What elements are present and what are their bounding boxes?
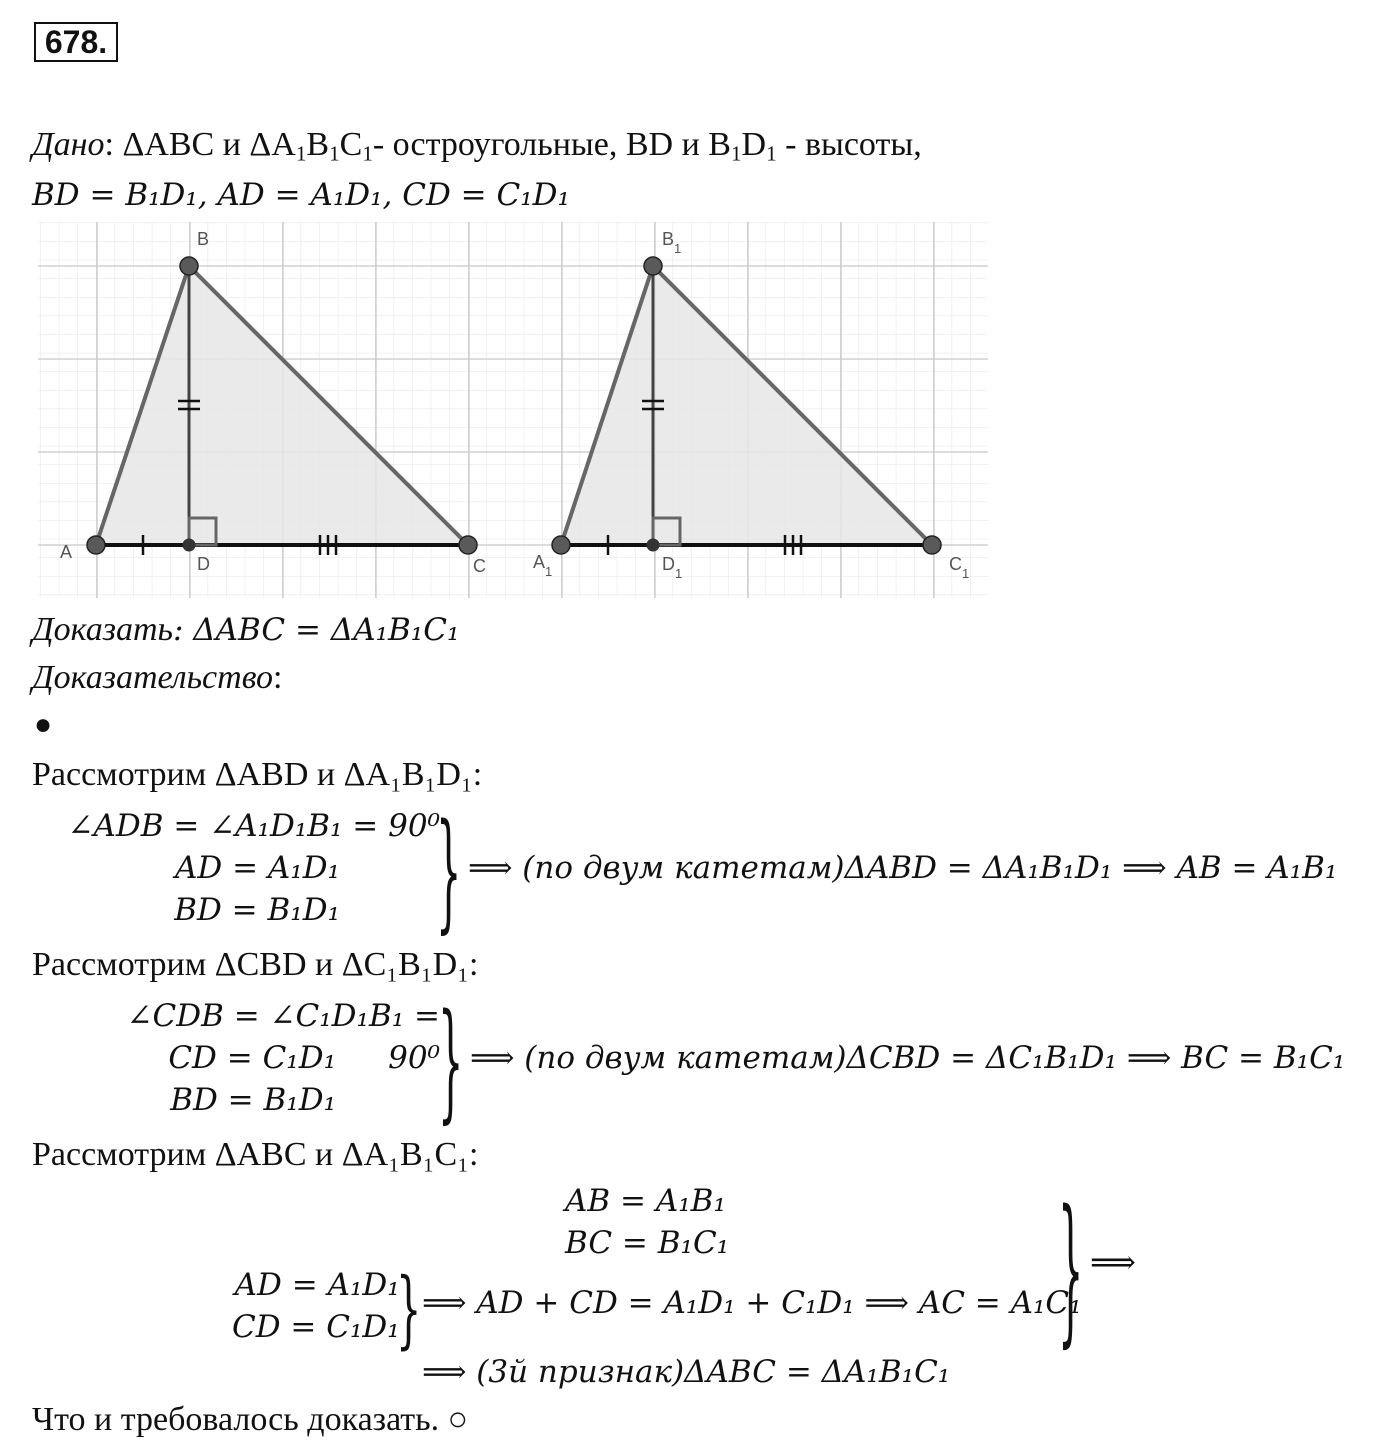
step2-line-1: ∠CDB = ∠C₁D₁B₁ = 90⁰ <box>126 998 440 1076</box>
given-line-2: BD = B₁D₁, AD = A₁D₁, CD = C₁D₁ <box>32 177 570 213</box>
step2-intro: Рассмотрим ΔCBD и ΔC₁B₁D₁: <box>32 946 479 983</box>
step1-line-1: ∠ADB = ∠A₁D₁B₁ = 90⁰ <box>67 808 440 844</box>
step3-big-brace: } <box>1058 1180 1084 1364</box>
step3-sum-line: ⟹ AD + CD = A₁D₁ + C₁D₁ ⟹ AC = A₁C₁ <box>422 1285 1082 1321</box>
step3-right-arrow: ⟹ <box>1090 1244 1136 1280</box>
given-text-3: - высоты, <box>776 126 922 163</box>
step2-brace: } <box>438 990 464 1138</box>
step1-brace: } <box>436 800 462 948</box>
label-b1: $B_1$ <box>662 229 682 256</box>
step2-line-2: CD = C₁D₁ <box>168 1040 336 1076</box>
step1-system <box>60 805 440 931</box>
label-b: B <box>197 229 210 249</box>
label-a: A <box>60 542 73 562</box>
step3-sub-line-1: AD = A₁D₁ <box>234 1267 400 1303</box>
step2-line-3: BD = B₁D₁ <box>170 1082 336 1118</box>
problem-number: 678. <box>34 22 118 62</box>
step3-small-brace: } <box>396 1262 422 1359</box>
step1-intro: Рассмотрим ΔABD и ΔA₁B₁D₁: <box>32 756 483 793</box>
given-line-1: Дано: ΔABC и $\Delta A_1B_1C_1-$ остроугольные, BD и $B_1D_1$ - высоты, <box>32 126 922 166</box>
prove-line <box>32 610 459 650</box>
step3-top-line-2: BC = B₁C₁ <box>565 1225 730 1261</box>
prove-statement: : ΔABC = ΔA₁B₁C₁ <box>172 612 460 648</box>
label-d: D <box>197 554 210 574</box>
step3-final: ⟹ (3й признак)ΔABC = ΔA₁B₁C₁ <box>422 1354 951 1390</box>
given-text-2: - остроугольные, BD и B <box>372 126 731 163</box>
prove-label: Доказать <box>32 611 173 648</box>
step1-line-2: AD = A₁D₁ <box>174 850 340 886</box>
step3-top-lines <box>565 1180 729 1264</box>
proof-label: Доказательство <box>32 659 274 696</box>
given-label: Дано <box>32 126 105 163</box>
label-a1: $A_1$ <box>533 552 553 579</box>
step2-system <box>66 995 440 1121</box>
label-c: C <box>473 556 486 576</box>
qed-line: Что и требовалось доказать. ○ <box>32 1401 469 1438</box>
triangles-figure <box>0 210 1000 605</box>
step1-line-3: BD = B₁D₁ <box>174 892 340 928</box>
label-c1: $C_1$ <box>949 554 970 581</box>
step3-sub-lines <box>232 1264 400 1348</box>
step3-intro: Рассмотрим ΔABC и ΔA₁B₁C₁: <box>32 1136 479 1173</box>
given-text-1: : ΔABC и ΔA <box>104 126 296 163</box>
step3-top-line-1: AB = A₁B₁ <box>565 1183 726 1219</box>
step2-conclusion: ⟹ (по двум катетам)ΔCBD = ΔC₁B₁D₁ ⟹ BC = B₁C₁ <box>470 1040 1346 1076</box>
step3-sub-line-2: CD = C₁D₁ <box>232 1309 400 1345</box>
proof-heading: Доказательство: <box>32 659 283 696</box>
bullet: ● <box>34 708 53 741</box>
label-d1: $D_1$ <box>662 554 683 581</box>
step1-conclusion: ⟹ (по двум катетам)ΔABD = ΔA₁B₁D₁ ⟹ AB = A₁B₁ <box>468 850 1338 886</box>
